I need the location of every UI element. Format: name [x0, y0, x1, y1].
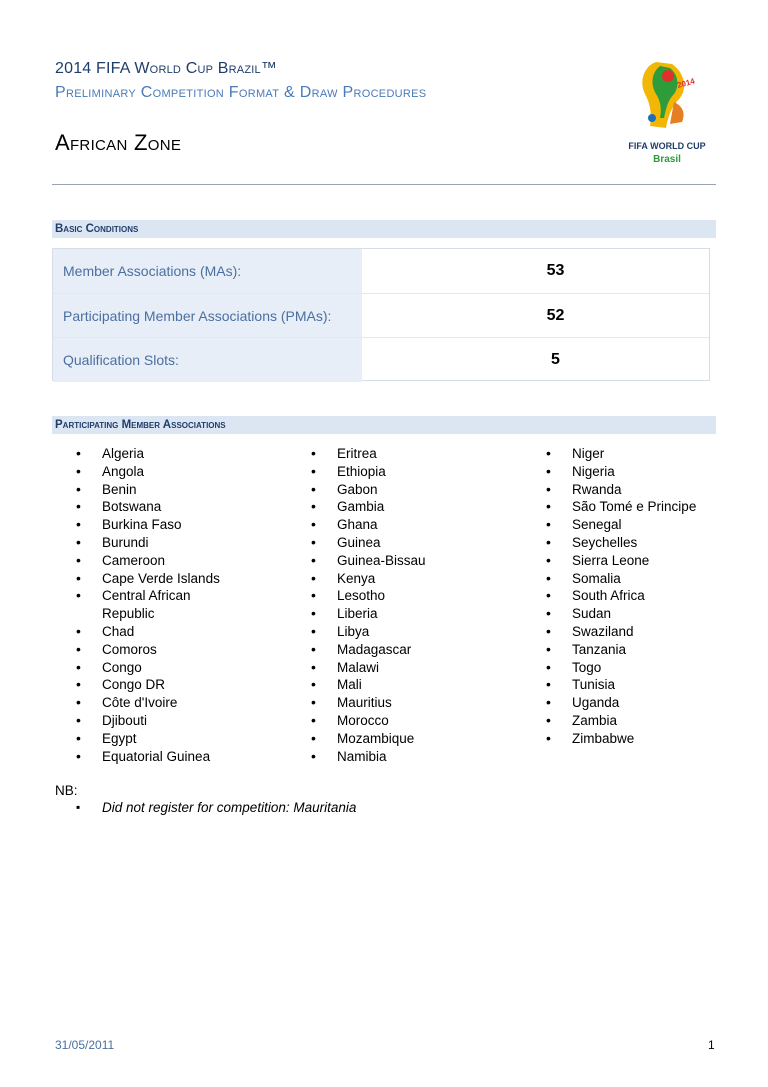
table-row — [53, 293, 709, 338]
list-item: • Guinea-Bissau — [311, 552, 471, 570]
country-list-col3 — [546, 445, 716, 748]
list-item: • Morocco — [311, 712, 471, 730]
list-item: • Congo DR — [76, 676, 236, 694]
document-subtitle: Preliminary Competition Format & Draw Procedures — [55, 84, 427, 101]
condition-label: Participating Member Associations (PMAs): — [53, 294, 362, 338]
country-list-col2 — [311, 445, 471, 765]
list-item: • Equatorial Guinea — [76, 748, 236, 766]
logo-text-brasil: Brasil — [653, 154, 681, 165]
list-item: • Togo — [546, 659, 716, 677]
list-item: • Cameroon — [76, 552, 236, 570]
list-item: • Ethiopia — [311, 463, 471, 481]
list-item: • Cape Verde Islands — [76, 570, 236, 588]
list-item: • Ghana — [311, 516, 471, 534]
list-item: • Gambia — [311, 498, 471, 516]
list-item: • Egypt — [76, 730, 236, 748]
list-item: • Mozambique — [311, 730, 471, 748]
table-row — [53, 337, 709, 382]
list-item: • Libya — [311, 623, 471, 641]
list-item: • Gabon — [311, 481, 471, 499]
list-item: • Côte d'Ivoire — [76, 694, 236, 712]
list-item: • Namibia — [311, 748, 471, 766]
table-row — [53, 249, 709, 293]
list-item: • Algeria — [76, 445, 236, 463]
list-item: • Madagascar — [311, 641, 471, 659]
list-item: • Mauritius — [311, 694, 471, 712]
list-item: • Sierra Leone — [546, 552, 716, 570]
condition-value: 5 — [551, 351, 560, 368]
list-item: • Central African Republic — [76, 587, 236, 623]
country-list-col1 — [76, 445, 236, 765]
condition-label: Qualification Slots: — [53, 338, 362, 382]
list-item: • Liberia — [311, 605, 471, 623]
list-item: • Djibouti — [76, 712, 236, 730]
list-item: • Guinea — [311, 534, 471, 552]
list-item: • Benin — [76, 481, 236, 499]
header-divider — [52, 184, 716, 185]
list-item: • Rwanda — [546, 481, 716, 499]
basic-conditions-heading: Basic Conditions — [52, 220, 716, 238]
condition-value: 52 — [546, 307, 565, 324]
list-item: • Mali — [311, 676, 471, 694]
basic-conditions-table — [52, 248, 710, 381]
condition-label: Member Associations (MAs): — [53, 249, 362, 293]
list-item: • Malawi — [311, 659, 471, 677]
list-item: • Uganda — [546, 694, 716, 712]
list-item: • Angola — [76, 463, 236, 481]
list-item: • Swaziland — [546, 623, 716, 641]
document-title: 2014 FIFA World Cup Brazil™ — [55, 60, 278, 77]
list-item: • Lesotho — [311, 587, 471, 605]
nb-label: NB: — [55, 783, 78, 798]
list-item: • Tanzania — [546, 641, 716, 659]
list-item: • Zimbabwe — [546, 730, 716, 748]
logo-text: FIFA WORLD CUP — [628, 141, 706, 151]
list-item: • Senegal — [546, 516, 716, 534]
list-item: • Zambia — [546, 712, 716, 730]
list-item: • Burundi — [76, 534, 236, 552]
list-item: • Somalia — [546, 570, 716, 588]
list-item: • Comoros — [76, 641, 236, 659]
nb-note: ▪ Did not register for competition: Mauritania — [76, 800, 356, 815]
list-item: • Tunisia — [546, 676, 716, 694]
participating-heading: Participating Member Associations — [52, 416, 716, 434]
condition-value: 53 — [546, 262, 565, 279]
list-item: • South Africa — [546, 587, 716, 605]
logo-year: 2014 — [676, 76, 696, 90]
list-item: • Niger — [546, 445, 716, 463]
list-item: • Botswana — [76, 498, 236, 516]
list-item: • Congo — [76, 659, 236, 677]
list-item: • Kenya — [311, 570, 471, 588]
list-item: • Chad — [76, 623, 236, 641]
list-item: • São Tomé e Principe — [546, 498, 716, 516]
list-item: • Eritrea — [311, 445, 471, 463]
world-cup-logo — [622, 52, 712, 170]
list-item: • Nigeria — [546, 463, 716, 481]
list-item: • Seychelles — [546, 534, 716, 552]
list-item: • Sudan — [546, 605, 716, 623]
page-number: 1 — [708, 1038, 715, 1052]
zone-heading: African Zone — [55, 130, 182, 155]
list-item: • Burkina Faso — [76, 516, 236, 534]
footer-date: 31/05/2011 — [55, 1038, 115, 1052]
